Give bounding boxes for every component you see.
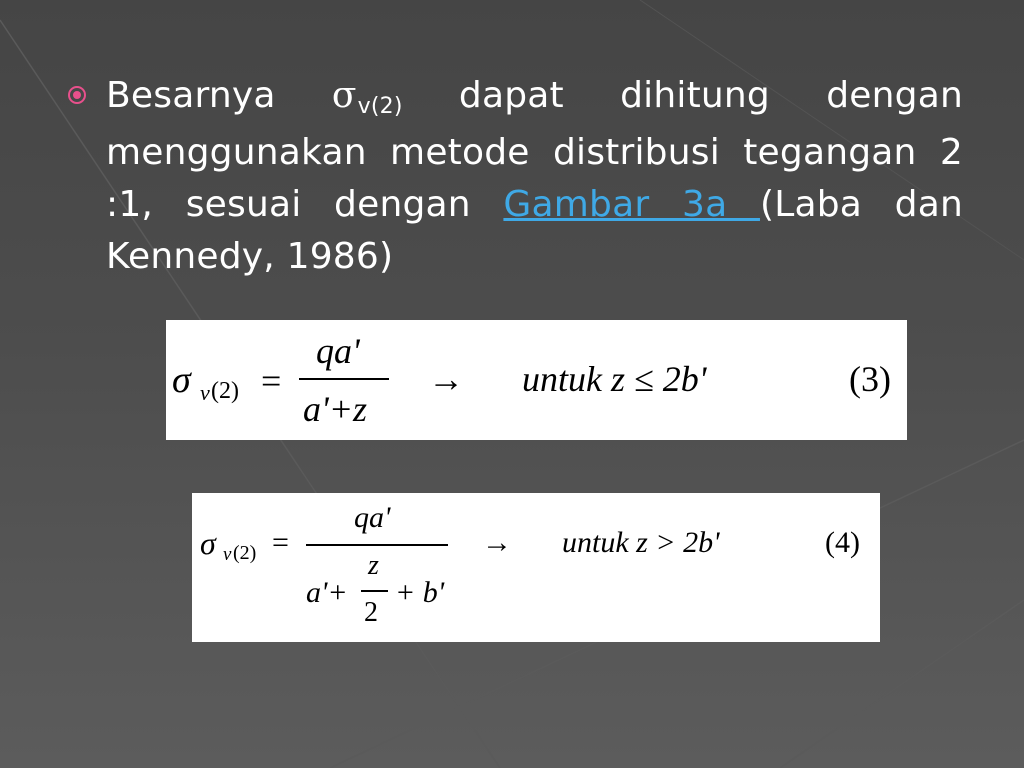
eq4-sub-num: (2) xyxy=(233,542,257,564)
eq3-equals: = xyxy=(261,361,282,401)
eq4-fraction-bar xyxy=(306,544,448,546)
eq4-number: (4) xyxy=(825,526,860,559)
eq3-number: (3) xyxy=(849,359,891,399)
equation-3-image xyxy=(166,320,907,440)
equation-4-image xyxy=(192,493,880,642)
eq4-numerator: qa' xyxy=(354,501,391,534)
eq3-sub-var: v xyxy=(200,380,210,405)
eq4-inner-fraction-bar xyxy=(361,590,388,592)
eq4-condition: untuk z > 2b' xyxy=(562,526,720,559)
eq3-condition: untuk z ≤ 2b' xyxy=(522,359,707,399)
sigma-subscript: v(2) xyxy=(357,94,403,119)
eq4-denom-right: + b' xyxy=(395,576,445,609)
eq3-sub-num: (2) xyxy=(211,378,239,404)
bullet-circle-icon xyxy=(68,86,86,104)
sigma-symbol: σ xyxy=(331,75,357,116)
eq3-fraction-bar xyxy=(299,378,389,380)
eq4-equals: = xyxy=(272,526,289,559)
eq4-inner-numerator: z xyxy=(368,550,379,581)
eq3-denominator: a'+z xyxy=(303,389,368,429)
bullet-point xyxy=(68,70,963,283)
eq4-denom-left: a'+ xyxy=(306,576,348,609)
figure-link[interactable]: Gambar 3a xyxy=(503,184,760,225)
bullet-lead: Besarnya xyxy=(106,75,332,116)
bullet-body: dapat dihitung dengan menggunakan metode distribusi tegangan 2 :1, sesuai dengan xyxy=(106,75,963,225)
citation: (Laba dan Kennedy, 1986) xyxy=(106,184,963,277)
eq4-arrow: → xyxy=(482,526,512,559)
eq3-sigma: σ xyxy=(172,359,191,401)
eq4-sub-var: v xyxy=(223,544,232,565)
eq3-numerator: qa' xyxy=(316,331,360,371)
bullet-text xyxy=(106,70,963,283)
eq4-sigma: σ xyxy=(200,525,216,561)
eq4-inner-denominator: 2 xyxy=(364,597,378,628)
eq3-arrow: → xyxy=(428,359,464,399)
